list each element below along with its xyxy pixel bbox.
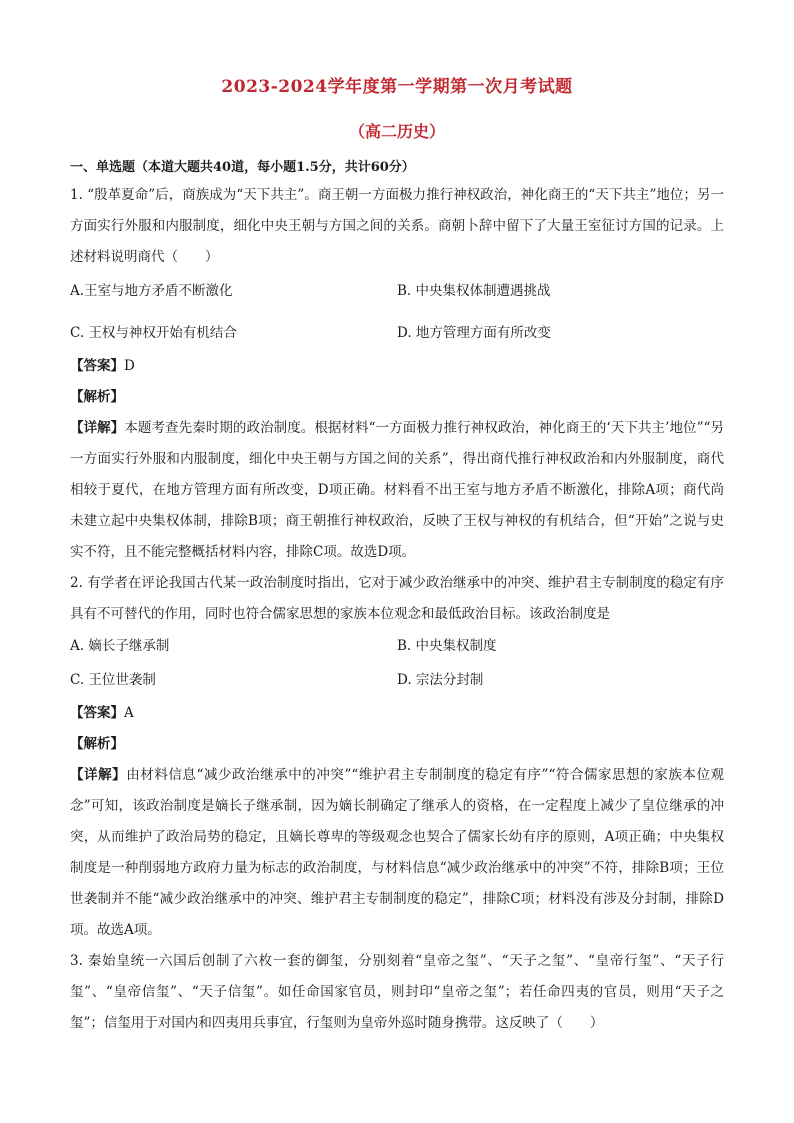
- section-heading: 一、单选题（本道大题共40道，每小题1.5分，共计60分）: [70, 160, 415, 175]
- answer-label: 【答案】: [70, 705, 124, 721]
- question-2-option-b: B. 中央集权制度: [397, 638, 497, 654]
- answer-value: D: [124, 358, 135, 374]
- question-1-option-a: A.王室与地方矛盾不断激化: [70, 283, 233, 299]
- answer-label: 【答案】: [70, 358, 124, 374]
- question-2-options: [70, 630, 724, 698]
- detail-text: 本题考查先秦时期的政治制度。根据材料“一方面极力推行神权政治，神化商王的‘天下共主’地位”“另一方面实行外服和内服制度，细化中央王朝与方国之间的关系”，得出商代推行神权政治和内外服制度，商代相较于夏代，在地方管理方面有所改变，D项正确。材料看不出王室与地方矛盾不断激化，排除A项；商代尚未建立起中央集权体制，排除B项；商王朝推行神权政治，反映了王权与神权的有机结合，但“开始”之说与史实不符，且不能完整概括材料内容，排除C项。故选D项。: [70, 420, 724, 560]
- question-2-option-d: D. 宗法分封制: [397, 672, 484, 688]
- exam-subtitle: （高二历史）: [348, 122, 445, 141]
- answer-value: A: [124, 705, 134, 721]
- question-1-stem: 1. “殷革夏命”后，商族成为“天下共主”。商王朝一方面极力推行神权政治，神化商王的“天下共主”地位；另一方面实行外服和内服制度，细化中央王朝与方国之间的关系。商朝卜辞中留下了大量王室征讨方国的记录。上述材料说明商代（ ）: [70, 187, 724, 265]
- question-2-detail: [70, 760, 724, 946]
- exam-title: 2023-2024学年度第一学期第一次月考试题: [221, 77, 573, 97]
- question-1-option-c: C. 王权与神权开始有机结合: [70, 325, 237, 341]
- question-1-option-b: B. 中央集权体制遭遇挑战: [397, 283, 551, 299]
- question-1-analysis-label: 【解析】: [70, 389, 124, 405]
- question-2-stem: 2. 有学者在评论我国古代某一政治制度时指出，它对于减少政治继承中的冲突、维护君主专制制度的稳定有序具有不可替代的作用，同时也符合儒家思想的家族本位观念和最低政治目标。该政治制度是: [70, 575, 724, 622]
- question-1-option-d: D. 地方管理方面有所改变: [397, 325, 551, 341]
- question-2-option-c: C. 王位世袭制: [70, 672, 156, 688]
- detail-label: 【详解】: [70, 767, 127, 783]
- question-2-option-a: A. 嫡长子继承制: [70, 638, 170, 654]
- question-2-answer: [70, 698, 724, 729]
- question-3-stem: 3. 秦始皇统一六国后创制了六枚一套的御玺，分别刻着“皇帝之玺”、“天子之玺”、“皇帝行玺”、“天子行玺”、“皇帝信玺”、“天子信玺”。如任命国家官员，则封印“皇帝之玺”；若任命四夷的官员，则用“天子之玺”；信玺用于对国内和四夷用兵事宜，行玺则为皇帝外巡时随身携带。这反映了（ ）: [70, 953, 724, 1031]
- detail-text: 由材料信息“减少政治继承中的冲突”“维护君主专制制度的稳定有序”“符合儒家思想的家族本位观念”可知，该政治制度是嫡长子继承制，因为嫡长制确定了继承人的资格，在一定程度上减少了皇位继承的冲突，从而维护了政治局势的稳定，且嫡长尊卑的等级观念也契合了儒家长幼有序的原则，A项正确；中央集权制度是一种削弱地方政府力量为标志的政治制度，与材料信息“减少政治继承中的冲突”不符，排除B项；王位世袭制并不能“减少政治继承中的冲突、维护君主专制制度的稳定”，排除C项；材料没有涉及分封制，排除D项。故选A项。: [70, 767, 724, 938]
- question-1-answer: [70, 351, 724, 382]
- question-1-options: [70, 275, 724, 351]
- question-1-detail: [70, 413, 724, 568]
- question-2-analysis-label: 【解析】: [70, 736, 124, 752]
- detail-label: 【详解】: [70, 420, 125, 436]
